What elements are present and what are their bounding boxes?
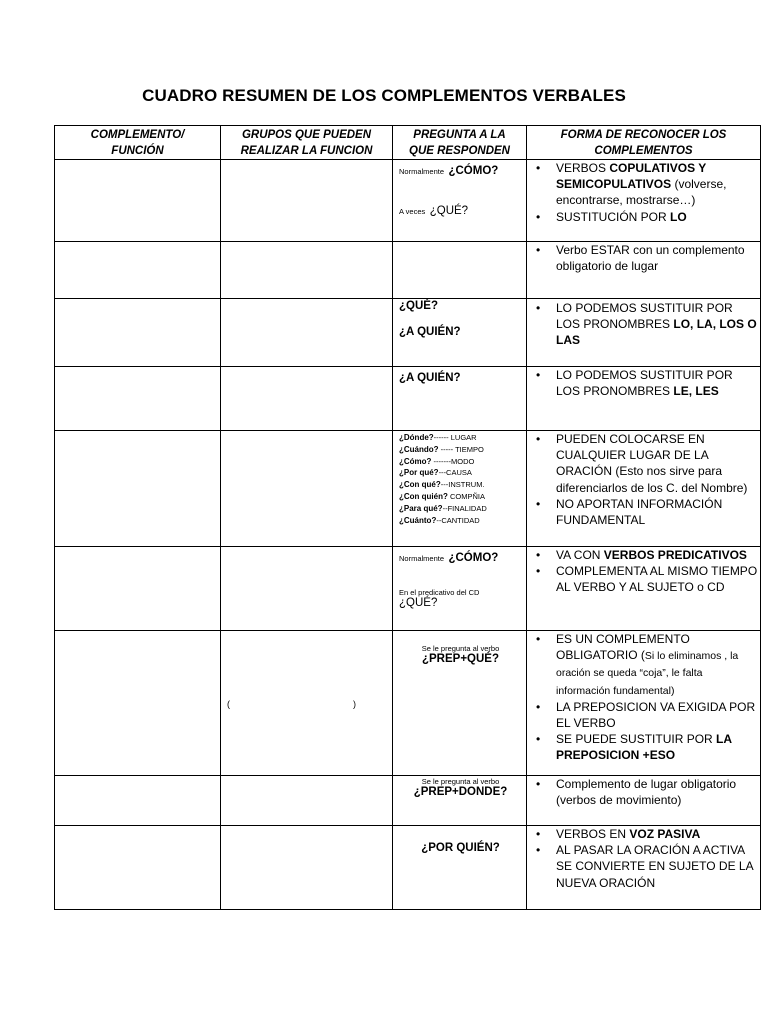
list-item: • VERBOS COPULATIVOS Y SEMICOPULATIVOS (volverse, encontrarse, mostrarse…) bbox=[531, 160, 758, 209]
header-grupos: GRUPOS QUE PUEDEN REALIZAR LA FUNCION bbox=[221, 126, 393, 160]
cell-empty bbox=[55, 631, 221, 776]
table-row bbox=[55, 776, 761, 826]
cell-recognize bbox=[527, 431, 761, 547]
cell-empty bbox=[55, 299, 221, 367]
cell-recognize bbox=[527, 367, 761, 431]
cell-empty bbox=[221, 242, 393, 299]
cell-recognize bbox=[527, 547, 761, 631]
list-item: • Verbo ESTAR con un complemento obligatorio de lugar bbox=[531, 242, 758, 274]
cell-recognize bbox=[527, 160, 761, 242]
list-item: • LO PODEMOS SUSTITUIR POR LOS PRONOMBRES LO, LA, LOS O LAS bbox=[531, 300, 758, 349]
cell-empty bbox=[55, 547, 221, 631]
cell-question: ¿Dónde?------ LUGAR ¿Cuándo? ----- TIEMPO ¿Cómo? -------MODO ¿Por qué?---CAUSA ¿Con qué?---INSTRUM. ¿Con quién? COMPÑIA ¿Para qué?--FINALIDAD ¿Cuánto?--CANTIDAD bbox=[393, 431, 527, 547]
list-item: • SE PUEDE SUSTITUIR POR LA PREPOSICION +ESO bbox=[531, 731, 758, 763]
cell-recognize bbox=[527, 776, 761, 826]
header-row bbox=[55, 126, 761, 160]
table-row bbox=[55, 367, 761, 431]
list-item: • LA PREPOSICION VA EXIGIDA POR EL VERBO bbox=[531, 699, 758, 731]
cell-empty bbox=[221, 776, 393, 826]
cell-recognize bbox=[527, 631, 761, 776]
cell-empty bbox=[55, 242, 221, 299]
cell-question: Normalmente ¿CÓMO? A veces ¿QUÉ? bbox=[393, 160, 527, 242]
list-item: • VA CON VERBOS PREDICATIVOS bbox=[531, 547, 758, 563]
cell-empty bbox=[221, 367, 393, 431]
cell-question: Normalmente ¿CÓMO? En el predicativo del CD ¿QUÉ? bbox=[393, 547, 527, 631]
table-row bbox=[55, 431, 761, 547]
cell-question: ¿A QUIÉN? bbox=[393, 367, 527, 431]
header-forma: FORMA DE RECONOCER LOS COMPLEMENTOS bbox=[527, 126, 761, 160]
header-complemento: COMPLEMENTO/ FUNCIÓN bbox=[55, 126, 221, 160]
list-item: • Complemento de lugar obligatorio (verbos de movimiento) bbox=[531, 776, 758, 808]
table-row bbox=[55, 160, 761, 242]
cell-empty bbox=[55, 826, 221, 910]
list-item: • AL PASAR LA ORACIÓN A ACTIVA SE CONVIERTE EN SUJETO DE LA NUEVA ORACIÓN bbox=[531, 842, 758, 891]
table-row bbox=[55, 242, 761, 299]
table-row bbox=[55, 826, 761, 910]
cell-empty bbox=[221, 431, 393, 547]
cell-empty bbox=[55, 367, 221, 431]
summary-table bbox=[54, 125, 761, 910]
list-item: • COMPLEMENTA AL MISMO TIEMPO AL VERBO Y AL SUJETO o CD bbox=[531, 563, 758, 595]
cell-empty bbox=[221, 826, 393, 910]
cell-empty bbox=[393, 242, 527, 299]
cell-empty bbox=[55, 160, 221, 242]
cell-question: ¿QUÉ? ¿A QUIÉN? bbox=[393, 299, 527, 367]
cell-empty bbox=[55, 431, 221, 547]
cell-empty bbox=[221, 160, 393, 242]
list-item: • NO APORTAN INFORMACIÓN FUNDAMENTAL bbox=[531, 496, 758, 528]
cell-recognize bbox=[527, 299, 761, 367]
list-item: • VERBOS EN VOZ PASIVA bbox=[531, 826, 758, 842]
cell-empty bbox=[221, 547, 393, 631]
cell-grupos-paren: ( ) bbox=[221, 631, 393, 776]
cell-recognize bbox=[527, 826, 761, 910]
page-title: CUADRO RESUMEN DE LOS COMPLEMENTOS VERBALES bbox=[142, 86, 626, 105]
cell-question: Se le pregunta al verbo ¿PREP+DONDE? bbox=[393, 776, 527, 826]
cell-recognize bbox=[527, 242, 761, 299]
header-pregunta: PREGUNTA A LA QUE RESPONDEN bbox=[393, 126, 527, 160]
table-row bbox=[55, 547, 761, 631]
cell-question: ¿POR QUIÉN? bbox=[393, 826, 527, 910]
list-item: • PUEDEN COLOCARSE EN CUALQUIER LUGAR DE LA ORACIÓN (Esto nos sirve para diferenciarlos de los C. del Nombre) bbox=[531, 431, 758, 496]
list-item: • ES UN COMPLEMENTO OBLIGATORIO (Si lo eliminamos , la oración se queda “coja”, le falta información fundamental) bbox=[531, 631, 758, 699]
table-row bbox=[55, 631, 761, 776]
list-item: • SUSTITUCIÓN POR LO bbox=[531, 209, 758, 225]
cell-empty bbox=[55, 776, 221, 826]
list-item: • LO PODEMOS SUSTITUIR POR LOS PRONOMBRES LE, LES bbox=[531, 367, 758, 399]
cell-empty bbox=[221, 299, 393, 367]
table-row bbox=[55, 299, 761, 367]
cell-question: Se le pregunta al verbo ¿PREP+QUÉ? bbox=[393, 631, 527, 776]
